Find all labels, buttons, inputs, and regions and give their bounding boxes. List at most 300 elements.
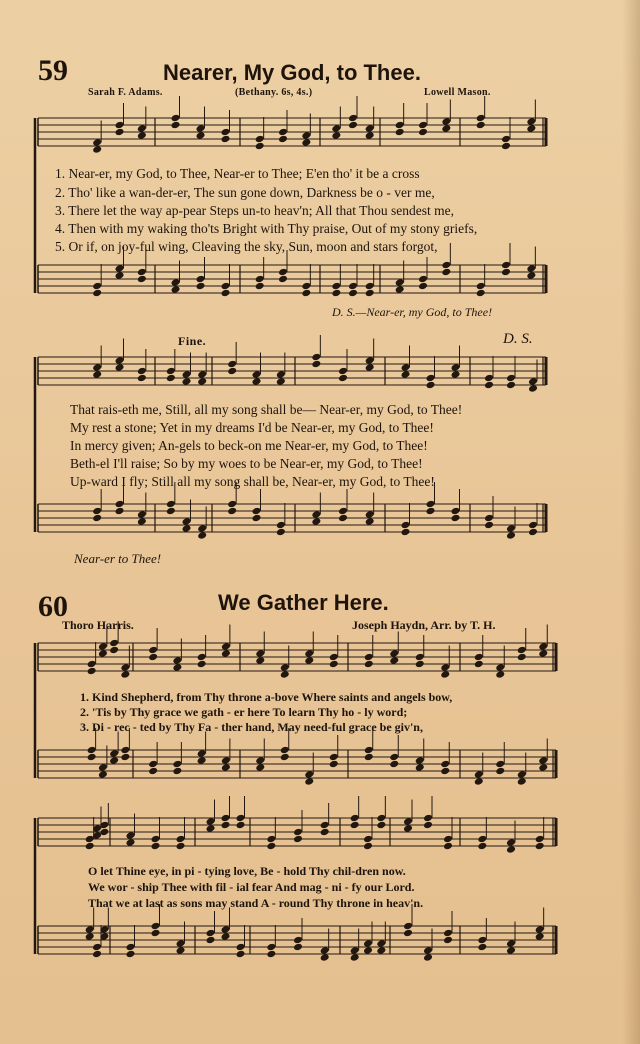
h60-bass-2-note [92,950,102,959]
h60-bass-2-note [206,936,216,945]
h60-treble-1-note [304,656,314,665]
h59-treble-2-note [197,370,207,379]
h60-bass-2-note [376,946,386,955]
h59-bass-2-note [137,510,147,519]
h59-treble-2-note [227,367,237,376]
h59-bass-2-note [166,500,176,509]
h60-bass-1-note [538,763,548,772]
h60-bass-1-note [517,770,527,779]
h60-bass-2-note [85,925,95,934]
h60-treble-2-note [126,838,136,847]
h59-treble-1-note [331,124,341,133]
h60-bass-1-note [495,760,505,769]
h59-bass-2-note [227,500,237,509]
h60-treble-2-note [506,845,516,854]
h59-bass-2-note [451,507,461,516]
h60-treble-2-note [443,842,453,851]
h59-bass-2-note [276,528,286,537]
h60-bass-1-note [329,753,339,762]
h60-treble-2-note [363,835,373,844]
h60-treble-2-note [221,814,231,823]
h60-treble-2-note [206,824,216,833]
h60-bass-2-note [403,929,413,938]
h60-treble-1-note [517,653,527,662]
hymn-60-title: We Gather Here. [218,590,389,615]
h60-treble-2-note [506,838,516,847]
h59-bass-1-note [395,285,405,294]
h60-treble-2-note [403,817,413,826]
h59-bass-2-note [276,521,286,530]
h59-treble-1-note [501,142,511,151]
h59-treble-2-note [311,353,321,362]
h59-bass-1-note [476,289,486,298]
h59-treble-1-note [526,117,536,126]
h59-treble-2-note [401,370,411,379]
h59-treble-1-note [395,121,405,130]
h59-treble-2-note [426,381,436,390]
h60-bass-1-note [415,756,425,765]
h60-bass-2-note [85,932,95,941]
h59-treble-1-note [137,124,147,133]
h60-treble-1-note [255,649,265,658]
h60-bass-2-note [236,943,246,952]
hymn-59-verse-5: 5. Or if, on joy-ful wing, Cleaving the sky, Sun, moon and stars forgot, [55,239,438,254]
h60-treble-2-note [376,814,386,823]
h60-bass-1-note [517,777,527,786]
h59-bass-2-note [401,528,411,537]
h60-bass-2-note [176,939,186,948]
h60-treble-1-note [172,656,182,665]
h60-treble-1-note [495,670,505,679]
h59-treble-1-note [526,124,536,133]
h60-treble-1-note [197,660,207,669]
h60-bass-2-note [535,932,545,941]
hymn-59-verse-2: 2. Tho' like a wan-der-er, The sun gone down, Darkness be o - ver me, [55,185,435,200]
h59-bass-1-note [137,268,147,277]
h60-bass-2-note [443,936,453,945]
h59-bass-2-note [484,514,494,523]
h60-bass-1-note [98,770,108,779]
h59-treble-1-note [395,128,405,137]
h59-bass-1-note [278,268,288,277]
h59-bass-2-note [365,517,375,526]
h59-bass-1-note [171,278,181,287]
h60-bass-2-note [363,939,373,948]
h59-treble-2-note [338,367,348,376]
h59-treble-2-note [528,377,538,386]
h59-bass-2-note [338,514,348,523]
h60-treble-1-note [495,663,505,672]
h60-bass-2-note [266,943,276,952]
h59-bass-2-note [182,524,192,533]
h59-treble-1-note [221,135,231,144]
h60-bass-1-note [474,777,484,786]
h60-treble-2-note [535,842,545,851]
h59-treble-1-note [348,114,358,123]
h60-bass-1-note [255,756,265,765]
h60-treble-1-note [389,649,399,658]
h60-treble-2-note [320,828,330,837]
h59-bass-2-note [252,514,262,523]
h60-treble-2-note [403,824,413,833]
h60-bass-1-note [172,767,182,776]
h59-bass-1-note [476,282,486,291]
h59-treble-1-note [171,121,181,130]
h60-treble-1-note [148,653,158,662]
h59-bass-1-note [221,282,231,291]
h60-treble-2-note [266,835,276,844]
h60-treble-1-note [364,653,374,662]
h60-bass-2-note [423,946,433,955]
h59-treble-2-note [506,381,516,390]
h60-bass-2-note [363,946,373,955]
h59-treble-1-note [476,121,486,130]
h59-treble-1-note [441,117,451,126]
h59-treble-2-note [197,377,207,386]
h60-treble-1-note [329,653,339,662]
h60-treble-1-note [474,660,484,669]
h60-treble-2-note [151,842,161,851]
h60-bass-2-note [477,943,487,952]
h60-treble-1-note [221,642,231,651]
h59-bass-1-note [395,278,405,287]
h60-bass-1-note [197,749,207,758]
h60-treble-1-note [440,670,450,679]
h60-bass-1-note [474,770,484,779]
h60-bass-1-note [87,746,97,755]
h59-bass-2-note [365,510,375,519]
h60-treble-1-note [364,660,374,669]
h59-treble-1-note [278,128,288,137]
h60-bass-1-note [197,756,207,765]
h60-treble-1-note [98,649,108,658]
h59-treble-1-note [418,121,428,130]
h60-treble-1-note [109,646,119,655]
h60-treble-1-note [87,667,97,676]
h60-bass-2-note [151,929,161,938]
h59-bass-2-note [92,507,102,516]
h59-treble-2-note [451,370,461,379]
h60-bass-1-note [389,760,399,769]
hymn-60-composer: Joseph Haydn, Arr. by T. H. [352,618,496,632]
h59-treble-2-note [401,363,411,372]
h60-treble-1-note [440,663,450,672]
hymn-60-author: Thoro Harris. [62,618,134,632]
hymn-59-fine-label: Fine. [178,334,207,348]
h60-bass-2-note [151,922,161,931]
h60-bass-1-note [280,753,290,762]
h60-bass-1-note [304,777,314,786]
h59-treble-2-note [484,381,494,390]
h59-bass-2-note [227,507,237,516]
h60-treble-1-note [280,663,290,672]
h59-bass-2-note [426,500,436,509]
h60-treble-1-note [87,660,97,669]
h59-treble-2-note [182,377,192,386]
h59-treble-1-note [365,124,375,133]
h59-bass-2-note [92,514,102,523]
h59-bass-1-note [441,268,451,277]
h60-bass-2-note [376,939,386,948]
h59-treble-2-note [506,374,516,383]
h59-bass-1-note [278,275,288,284]
h59-treble-2-note [276,370,286,379]
h59-treble-1-note [331,131,341,140]
h59-treble-2-note [92,363,102,372]
h59-treble-2-note [484,374,494,383]
h59-treble-2-note [338,374,348,383]
h60-treble-2-note [363,842,373,851]
h60-bass-2-note [350,946,360,955]
h60-treble-1-note [98,642,108,651]
h59-treble-1-note [92,145,102,154]
h59-treble-2-note [115,356,125,365]
h59-bass-1-note [348,282,358,291]
h60-bass-2-note [126,950,136,959]
hymn-60-verse-1a: 1. Kind Shepherd, from Thy throne a-bove Where saints and angels bow, [80,690,453,704]
h60-bass-1-note [389,753,399,762]
h59-bass-2-note [311,510,321,519]
h59-treble-1-note [221,128,231,137]
h59-treble-2-note [426,374,436,383]
h59-bass-1-note [115,271,125,280]
h59-bass-2-note [197,531,207,540]
h59-bass-1-note [348,289,358,298]
h60-treble-2-note [221,821,231,830]
h60-treble-1-note [517,646,527,655]
h60-bass-2-note [320,946,330,955]
h60-bass-1-note [304,770,314,779]
h60-bass-1-note [221,756,231,765]
hymn-59-number: 59 [38,54,68,87]
h60-bass-1-note [120,753,130,762]
h60-treble-1-note [415,660,425,669]
h59-treble-1-note [115,121,125,130]
h59-treble-1-note [348,121,358,130]
hymn-59-title: Nearer, My God, to Thee. [163,60,421,85]
h59-treble-2-note [182,370,192,379]
h60-bass-1-note [538,756,548,765]
h59-bass-2-note [484,521,494,530]
h59-treble-2-note [115,363,125,372]
h59-bass-1-note [526,264,536,273]
h59-treble-1-note [255,142,265,151]
h60-treble-1-note [120,663,130,672]
h60-bass-2-note [236,950,246,959]
h59-bass-1-note [501,261,511,270]
h59-bass-1-note [501,268,511,277]
hymn-60-verse-2a: 2. 'Tis by Thy grace we gath - er here To learn Thy ho - ly word; [80,705,408,719]
hymn-59-verse-4: 4. Then with my waking tho'ts Bright with Thy praise, Out of my stony griefs, [55,221,478,236]
h60-treble-1-note [197,653,207,662]
h60-bass-1-note [440,767,450,776]
hymn-59-bass-cue: Near-er to Thee! [74,551,162,566]
h60-bass-1-note [495,767,505,776]
h60-bass-2-note [221,932,231,941]
h59-bass-2-note [426,507,436,516]
h60-bass-2-note [293,943,303,952]
h60-treble-1-note [148,646,158,655]
h60-bass-2-note [423,953,433,962]
h60-bass-1-note [148,760,158,769]
h60-treble-1-note [329,660,339,669]
h60-bass-2-note [350,953,360,962]
h60-bass-2-note [266,950,276,959]
h60-bass-1-note [280,746,290,755]
h59-treble-2-note [166,367,176,376]
h59-bass-1-note [255,275,265,284]
h59-bass-1-note [441,261,451,270]
h59-treble-2-note [92,370,102,379]
h59-bass-1-note [365,289,375,298]
h60-bass-2-note [535,925,545,934]
h59-treble-1-note [115,128,125,137]
h60-bass-2-note [320,953,330,962]
h60-treble-2-note [236,814,246,823]
h59-treble-1-note [92,138,102,147]
h60-treble-2-note [176,835,186,844]
h60-treble-2-note [176,842,186,851]
h59-treble-2-note [137,374,147,383]
h59-treble-2-note [365,356,375,365]
hymn-59-refrain-4: Beth-el I'll raise; So by my woes to be Near-er, my God, to Thee! [70,456,423,471]
h59-treble-1-note [255,135,265,144]
h60-treble-2-note [423,821,433,830]
hymn-59-ds-label: D. S. [503,331,533,347]
h59-treble-1-note [301,138,311,147]
hymn-59-verse-1: 1. Near-er, my God, to Thee, Near-er to Thee; E'en tho' it be a cross [55,166,420,181]
h59-treble-1-note [418,128,428,137]
h59-bass-1-note [418,282,428,291]
h59-bass-2-note [401,521,411,530]
h59-bass-1-note [301,282,311,291]
h59-treble-2-note [451,363,461,372]
hymn-60-number: 60 [38,590,68,623]
h60-treble-1-note [389,656,399,665]
h60-treble-2-note [266,842,276,851]
h59-bass-1-note [171,285,181,294]
h60-treble-1-note [255,656,265,665]
h60-treble-2-note [443,835,453,844]
h60-bass-1-note [98,763,108,772]
h59-bass-1-note [221,289,231,298]
h60-treble-2-note [350,821,360,830]
h60-treble-2-note [293,828,303,837]
h59-bass-2-note [115,507,125,516]
h59-treble-1-note [137,131,147,140]
h60-treble-2-note [236,821,246,830]
h59-bass-2-note [137,517,147,526]
h60-bass-1-note [172,760,182,769]
h60-treble-2-note [126,831,136,840]
hymn-59-ds-line: D. S.—Near-er, my God, to Thee! [332,305,493,319]
h59-bass-2-note [166,507,176,516]
hymn-59-refrain-1: That rais-eth me, Still, all my song shall be— Near-er, my God, to Thee! [70,402,463,417]
h60-bass-2-note [506,939,516,948]
h60-bass-1-note [364,746,374,755]
hymn-59-tune: (Bethany. 6s, 4s.) [235,87,313,98]
h59-bass-1-note [92,289,102,298]
h60-bass-2-note [126,943,136,952]
h59-treble-1-note [196,124,206,133]
h59-treble-2-note [227,360,237,369]
h60-bass-1-note [221,763,231,772]
hymn-59-refrain-3: In mercy given; An-gels to beck-on me Near-er, my God, to Thee! [70,438,428,453]
h59-treble-1-note [171,114,181,123]
h59-treble-1-note [476,114,486,123]
h60-treble-2-note [350,814,360,823]
h60-bass-2-note [506,946,516,955]
h60-treble-1-note [538,649,548,658]
h60-bass-1-note [255,763,265,772]
hymn-60-verse-1b: O let Thine eye, in pi - tying love, Be - hold Thy chil-dren now. [88,864,406,878]
h60-bass-1-note [440,760,450,769]
h60-treble-2-note [535,835,545,844]
h59-treble-2-note [166,374,176,383]
h60-bass-2-note [443,929,453,938]
h59-treble-1-note [365,131,375,140]
h59-bass-2-note [506,524,516,533]
h60-treble-1-note [109,639,119,648]
h59-bass-1-note [255,282,265,291]
hymn-60-verse-2b: We wor - ship Thee with fil - ial fear And mag - ni - fy our Lord. [88,880,415,894]
h60-treble-1-note [474,653,484,662]
h59-bass-2-note [197,524,207,533]
h59-bass-1-note [418,275,428,284]
h59-bass-2-note [182,517,192,526]
hymn-60-verse-3a: 3. Di - rec - ted by Thy Fa - ther hand, May need-ful grace be giv'n, [80,720,423,734]
h60-treble-1-note [120,670,130,679]
h59-bass-2-note [528,521,538,530]
h59-bass-1-note [196,275,206,284]
h60-treble-2-note [293,835,303,844]
hymn-60-verse-3b: That we at last as sons may stand A - round Thy throne in heav'n. [88,896,424,910]
h60-treble-1-note [280,670,290,679]
h59-bass-1-note [365,282,375,291]
hymn-59-author: Sarah F. Adams. [88,87,163,98]
h59-treble-2-note [528,384,538,393]
h60-treble-2-note [320,821,330,830]
h60-treble-2-note [477,835,487,844]
h60-bass-2-note [206,929,216,938]
h60-bass-1-note [120,746,130,755]
h60-bass-2-note [477,936,487,945]
h59-bass-2-note [311,517,321,526]
h59-bass-1-note [331,282,341,291]
h59-treble-2-note [252,377,262,386]
h60-bass-2-note [221,925,231,934]
h59-treble-1-note [441,124,451,133]
h60-treble-2-note [85,842,95,851]
h59-bass-2-note [506,531,516,540]
h60-treble-2-note [151,835,161,844]
h60-treble-2-note [477,842,487,851]
h59-bass-2-note [115,500,125,509]
h60-bass-2-note [403,922,413,931]
hymn-59-refrain-2: My rest a stone; Yet in my dreams I'd be Near-er, my God, to Thee! [70,420,434,435]
h59-bass-1-note [92,282,102,291]
hymn-59-refrain-5: Up-ward I fly; Still all my song shall be, Near-er, my God, to Thee! [70,474,435,489]
h59-bass-2-note [528,528,538,537]
h60-treble-2-note [423,814,433,823]
h59-treble-1-note [278,135,288,144]
h59-bass-1-note [526,271,536,280]
h60-bass-1-note [364,753,374,762]
h60-treble-1-note [221,649,231,658]
h59-treble-2-note [365,363,375,372]
h60-treble-1-note [415,653,425,662]
h59-treble-1-note [301,131,311,140]
